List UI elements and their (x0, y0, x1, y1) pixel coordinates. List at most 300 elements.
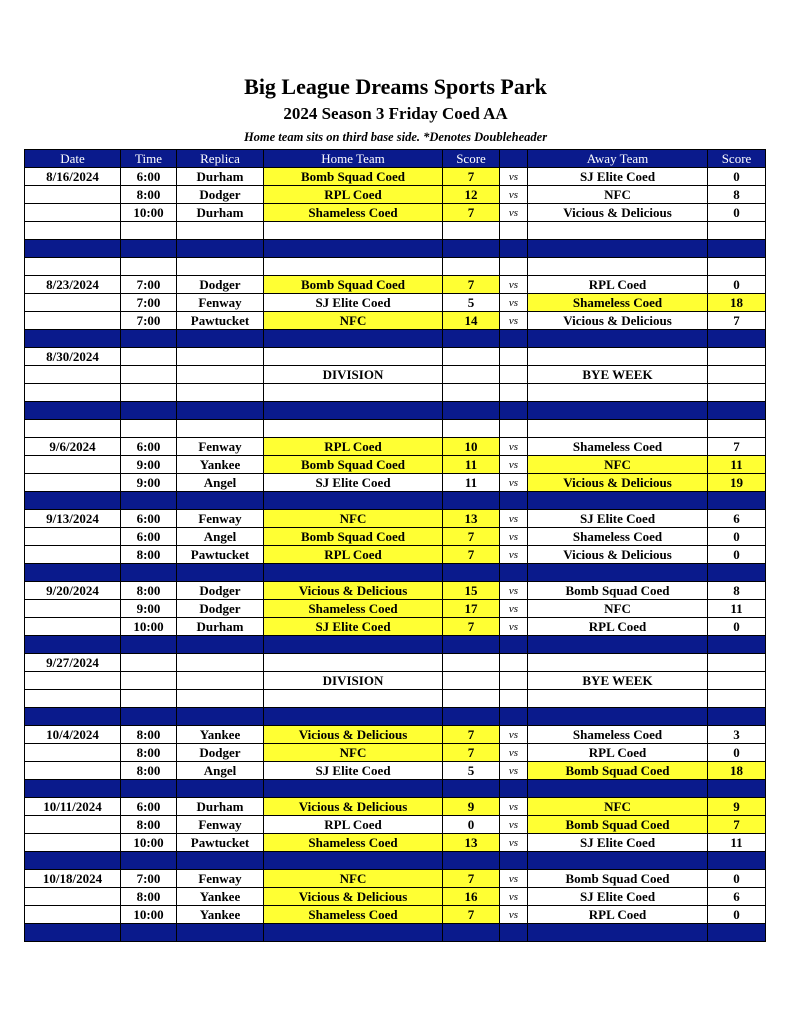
vs-cell (500, 402, 528, 420)
home-score-cell (443, 672, 500, 690)
time-cell (121, 564, 177, 582)
vs-cell: vs (500, 888, 528, 906)
week-separator-band (25, 852, 766, 870)
time-cell (121, 240, 177, 258)
time-cell (121, 348, 177, 366)
home-score-cell: 14 (443, 312, 500, 330)
away-team-cell (528, 402, 708, 420)
away-score-cell: 11 (708, 456, 766, 474)
date-cell (25, 474, 121, 492)
replica-cell (177, 690, 264, 708)
home-score-cell: 7 (443, 618, 500, 636)
date-cell (25, 672, 121, 690)
away-team-cell: SJ Elite Coed (528, 510, 708, 528)
time-cell: 7:00 (121, 294, 177, 312)
vs-cell (500, 852, 528, 870)
week-separator-band (25, 636, 766, 654)
away-team-cell: SJ Elite Coed (528, 888, 708, 906)
vs-cell (500, 222, 528, 240)
game-row (25, 816, 766, 834)
game-row (25, 618, 766, 636)
home-score-cell (443, 780, 500, 798)
vs-cell: vs (500, 600, 528, 618)
vs-cell: vs (500, 168, 528, 186)
vs-cell (500, 330, 528, 348)
home-team-cell (264, 492, 443, 510)
home-score-cell: 7 (443, 168, 500, 186)
replica-cell: Yankee (177, 906, 264, 924)
game-row (25, 348, 766, 366)
away-team-cell: Vicious & Delicious (528, 546, 708, 564)
replica-cell: Angel (177, 528, 264, 546)
game-row (25, 834, 766, 852)
home-score-cell: 10 (443, 438, 500, 456)
home-team-cell: Shameless Coed (264, 204, 443, 222)
away-team-cell: NFC (528, 798, 708, 816)
away-team-cell: Vicious & Delicious (528, 474, 708, 492)
date-cell (25, 366, 121, 384)
home-team-cell: SJ Elite Coed (264, 294, 443, 312)
home-score-cell (443, 258, 500, 276)
home-team-cell: NFC (264, 744, 443, 762)
vs-cell: vs (500, 186, 528, 204)
home-team-cell: Shameless Coed (264, 600, 443, 618)
away-score-cell (708, 348, 766, 366)
date-cell (25, 816, 121, 834)
time-cell (121, 492, 177, 510)
home-score-cell (443, 636, 500, 654)
time-cell (121, 366, 177, 384)
replica-cell (177, 924, 264, 942)
replica-cell: Dodger (177, 600, 264, 618)
time-cell: 8:00 (121, 762, 177, 780)
date-cell (25, 402, 121, 420)
replica-cell (177, 384, 264, 402)
vs-cell (500, 924, 528, 942)
away-score-cell (708, 654, 766, 672)
away-score-cell (708, 636, 766, 654)
away-score-cell: 19 (708, 474, 766, 492)
vs-cell (500, 492, 528, 510)
date-cell (25, 888, 121, 906)
away-score-cell (708, 366, 766, 384)
vs-cell (500, 690, 528, 708)
home-score-cell: 7 (443, 870, 500, 888)
game-row (25, 456, 766, 474)
time-cell (121, 222, 177, 240)
date-cell (25, 834, 121, 852)
vs-cell (500, 636, 528, 654)
date-cell: 10/11/2024 (25, 798, 121, 816)
col-home-score-header: Score (443, 150, 500, 168)
home-score-cell: 7 (443, 726, 500, 744)
date-cell (25, 528, 121, 546)
game-row (25, 744, 766, 762)
date-cell (25, 618, 121, 636)
home-score-cell (443, 222, 500, 240)
replica-cell (177, 708, 264, 726)
home-team-cell (264, 258, 443, 276)
away-team-cell: SJ Elite Coed (528, 834, 708, 852)
vs-cell: vs (500, 744, 528, 762)
home-score-cell: 16 (443, 888, 500, 906)
home-score-cell: 5 (443, 762, 500, 780)
time-cell: 10:00 (121, 204, 177, 222)
replica-cell (177, 240, 264, 258)
date-cell (25, 690, 121, 708)
game-row (25, 186, 766, 204)
replica-cell: Fenway (177, 510, 264, 528)
date-cell (25, 546, 121, 564)
away-score-cell: 0 (708, 618, 766, 636)
vs-cell (500, 708, 528, 726)
home-team-cell: RPL Coed (264, 438, 443, 456)
home-score-cell (443, 240, 500, 258)
time-cell (121, 708, 177, 726)
home-score-cell (443, 492, 500, 510)
replica-cell: Durham (177, 798, 264, 816)
away-score-cell: 9 (708, 798, 766, 816)
away-team-cell: Shameless Coed (528, 726, 708, 744)
home-score-cell (443, 402, 500, 420)
replica-cell (177, 852, 264, 870)
date-cell (25, 924, 121, 942)
away-team-cell (528, 420, 708, 438)
game-row (25, 312, 766, 330)
home-team-cell: NFC (264, 870, 443, 888)
home-score-cell (443, 384, 500, 402)
away-team-cell (528, 222, 708, 240)
date-cell (25, 636, 121, 654)
time-cell: 9:00 (121, 456, 177, 474)
vs-cell (500, 672, 528, 690)
away-team-cell (528, 258, 708, 276)
home-team-cell (264, 222, 443, 240)
away-score-cell (708, 330, 766, 348)
home-score-cell (443, 366, 500, 384)
game-row (25, 762, 766, 780)
away-score-cell (708, 852, 766, 870)
week-separator-band (25, 780, 766, 798)
away-score-cell: 18 (708, 294, 766, 312)
col-away-score-header: Score (708, 150, 766, 168)
home-score-cell: 7 (443, 204, 500, 222)
empty-row (25, 222, 766, 240)
replica-cell (177, 564, 264, 582)
date-cell (25, 312, 121, 330)
home-score-cell: 13 (443, 834, 500, 852)
home-score-cell (443, 564, 500, 582)
replica-cell: Fenway (177, 438, 264, 456)
time-cell (121, 852, 177, 870)
date-cell (25, 906, 121, 924)
away-score-cell (708, 384, 766, 402)
away-team-cell: Bomb Squad Coed (528, 870, 708, 888)
date-cell: 10/18/2024 (25, 870, 121, 888)
time-cell: 8:00 (121, 582, 177, 600)
time-cell (121, 654, 177, 672)
game-row (25, 474, 766, 492)
away-team-cell: SJ Elite Coed (528, 168, 708, 186)
header-row (25, 150, 766, 168)
home-score-cell: 0 (443, 816, 500, 834)
replica-cell: Yankee (177, 456, 264, 474)
home-team-cell: SJ Elite Coed (264, 618, 443, 636)
home-team-cell (264, 924, 443, 942)
away-score-cell: 7 (708, 438, 766, 456)
home-team-cell: Vicious & Delicious (264, 888, 443, 906)
col-home-team-header: Home Team (264, 150, 443, 168)
time-cell: 6:00 (121, 510, 177, 528)
home-team-cell: RPL Coed (264, 546, 443, 564)
date-cell (25, 600, 121, 618)
away-team-cell (528, 924, 708, 942)
vs-cell: vs (500, 474, 528, 492)
away-score-cell: 0 (708, 906, 766, 924)
schedule-body (25, 168, 766, 942)
game-row (25, 726, 766, 744)
home-score-cell: 7 (443, 906, 500, 924)
home-team-cell (264, 564, 443, 582)
date-cell (25, 456, 121, 474)
away-team-cell: Bomb Squad Coed (528, 816, 708, 834)
empty-row (25, 690, 766, 708)
date-cell (25, 744, 121, 762)
date-cell (25, 762, 121, 780)
home-team-cell: NFC (264, 510, 443, 528)
date-cell (25, 186, 121, 204)
home-score-cell (443, 348, 500, 366)
vs-cell (500, 240, 528, 258)
week-separator-band (25, 402, 766, 420)
col-time-header: Time (121, 150, 177, 168)
away-score-cell: 0 (708, 744, 766, 762)
home-team-cell: RPL Coed (264, 186, 443, 204)
replica-cell (177, 636, 264, 654)
away-score-cell: 8 (708, 186, 766, 204)
home-team-cell: Bomb Squad Coed (264, 528, 443, 546)
time-cell (121, 402, 177, 420)
date-cell (25, 492, 121, 510)
away-team-cell: Shameless Coed (528, 528, 708, 546)
vs-cell (500, 420, 528, 438)
away-score-cell (708, 780, 766, 798)
replica-cell: Angel (177, 762, 264, 780)
home-team-cell: Vicious & Delicious (264, 726, 443, 744)
page-note: Home team sits on third base side. *Denotes Doubleheader (243, 130, 548, 144)
away-team-cell (528, 654, 708, 672)
date-cell (25, 384, 121, 402)
replica-cell: Pawtucket (177, 546, 264, 564)
replica-cell: Durham (177, 204, 264, 222)
time-cell: 8:00 (121, 726, 177, 744)
replica-cell: Dodger (177, 744, 264, 762)
away-team-cell (528, 708, 708, 726)
away-score-cell: 7 (708, 816, 766, 834)
home-score-cell: 7 (443, 546, 500, 564)
vs-cell: vs (500, 834, 528, 852)
replica-cell: Fenway (177, 294, 264, 312)
away-team-cell: Vicious & Delicious (528, 312, 708, 330)
date-cell (25, 708, 121, 726)
vs-cell: vs (500, 438, 528, 456)
time-cell: 7:00 (121, 276, 177, 294)
vs-cell: vs (500, 546, 528, 564)
time-cell: 8:00 (121, 546, 177, 564)
away-score-cell: 3 (708, 726, 766, 744)
home-team-cell (264, 384, 443, 402)
away-team-cell: Bomb Squad Coed (528, 582, 708, 600)
away-score-cell: 18 (708, 762, 766, 780)
replica-cell (177, 348, 264, 366)
away-team-cell: RPL Coed (528, 744, 708, 762)
date-cell (25, 258, 121, 276)
away-team-cell: Shameless Coed (528, 438, 708, 456)
date-cell (25, 330, 121, 348)
away-team-cell: Shameless Coed (528, 294, 708, 312)
away-team-cell (528, 492, 708, 510)
time-cell: 8:00 (121, 888, 177, 906)
home-team-cell (264, 420, 443, 438)
away-score-cell: 0 (708, 204, 766, 222)
date-cell: 8/30/2024 (25, 348, 121, 366)
away-score-cell: 0 (708, 168, 766, 186)
away-score-cell: 11 (708, 600, 766, 618)
replica-cell (177, 780, 264, 798)
home-team-cell: RPL Coed (264, 816, 443, 834)
home-score-cell: 17 (443, 600, 500, 618)
replica-cell: Fenway (177, 870, 264, 888)
replica-cell: Angel (177, 474, 264, 492)
week-separator-band (25, 708, 766, 726)
away-team-cell (528, 852, 708, 870)
date-cell: 9/27/2024 (25, 654, 121, 672)
replica-cell: Dodger (177, 276, 264, 294)
vs-cell: vs (500, 816, 528, 834)
away-team-cell: Vicious & Delicious (528, 204, 708, 222)
home-score-cell: 7 (443, 528, 500, 546)
game-row (25, 798, 766, 816)
vs-cell: vs (500, 276, 528, 294)
game-row (25, 366, 766, 384)
home-team-cell (264, 636, 443, 654)
replica-cell (177, 492, 264, 510)
vs-cell: vs (500, 528, 528, 546)
game-row (25, 204, 766, 222)
replica-cell: Yankee (177, 888, 264, 906)
replica-cell: Fenway (177, 816, 264, 834)
home-score-cell: 5 (443, 294, 500, 312)
date-cell (25, 222, 121, 240)
away-score-cell (708, 402, 766, 420)
time-cell: 10:00 (121, 906, 177, 924)
week-separator-band (25, 330, 766, 348)
date-cell (25, 564, 121, 582)
vs-cell: vs (500, 870, 528, 888)
vs-cell (500, 780, 528, 798)
away-score-cell: 0 (708, 546, 766, 564)
away-score-cell (708, 708, 766, 726)
game-row (25, 294, 766, 312)
time-cell: 8:00 (121, 816, 177, 834)
away-score-cell: 6 (708, 888, 766, 906)
replica-cell (177, 366, 264, 384)
replica-cell (177, 258, 264, 276)
away-score-cell (708, 420, 766, 438)
replica-cell (177, 420, 264, 438)
time-cell (121, 924, 177, 942)
date-cell (25, 780, 121, 798)
date-cell (25, 240, 121, 258)
vs-cell (500, 384, 528, 402)
date-cell: 10/4/2024 (25, 726, 121, 744)
away-team-cell (528, 330, 708, 348)
time-cell: 6:00 (121, 528, 177, 546)
home-team-cell: Shameless Coed (264, 906, 443, 924)
replica-cell: Pawtucket (177, 834, 264, 852)
home-team-cell: Bomb Squad Coed (264, 168, 443, 186)
vs-cell: vs (500, 726, 528, 744)
home-team-cell (264, 708, 443, 726)
away-score-cell (708, 564, 766, 582)
away-team-cell: BYE WEEK (528, 366, 708, 384)
time-cell (121, 330, 177, 348)
away-team-cell: NFC (528, 456, 708, 474)
time-cell: 10:00 (121, 618, 177, 636)
home-team-cell: Vicious & Delicious (264, 798, 443, 816)
away-team-cell (528, 780, 708, 798)
page-title: Big League Dreams Sports Park (244, 74, 547, 99)
away-team-cell: NFC (528, 600, 708, 618)
home-score-cell (443, 420, 500, 438)
replica-cell (177, 654, 264, 672)
game-row (25, 888, 766, 906)
time-cell (121, 384, 177, 402)
home-team-cell (264, 690, 443, 708)
date-cell: 8/16/2024 (25, 168, 121, 186)
away-team-cell (528, 690, 708, 708)
game-row (25, 870, 766, 888)
away-team-cell (528, 348, 708, 366)
replica-cell: Durham (177, 618, 264, 636)
away-team-cell: Bomb Squad Coed (528, 762, 708, 780)
date-cell: 9/20/2024 (25, 582, 121, 600)
replica-cell: Dodger (177, 186, 264, 204)
home-score-cell: 15 (443, 582, 500, 600)
vs-cell: vs (500, 798, 528, 816)
replica-cell (177, 402, 264, 420)
empty-row (25, 258, 766, 276)
page-subtitle: 2024 Season 3 Friday Coed AA (283, 104, 508, 123)
game-row (25, 168, 766, 186)
home-score-cell (443, 708, 500, 726)
home-team-cell: SJ Elite Coed (264, 762, 443, 780)
replica-cell: Yankee (177, 726, 264, 744)
date-cell (25, 852, 121, 870)
home-score-cell: 12 (443, 186, 500, 204)
replica-cell (177, 330, 264, 348)
home-score-cell: 11 (443, 474, 500, 492)
away-score-cell (708, 492, 766, 510)
vs-cell (500, 654, 528, 672)
game-row (25, 438, 766, 456)
time-cell (121, 780, 177, 798)
date-cell: 9/13/2024 (25, 510, 121, 528)
away-score-cell: 6 (708, 510, 766, 528)
home-score-cell (443, 852, 500, 870)
week-separator-band (25, 924, 766, 942)
game-row (25, 654, 766, 672)
